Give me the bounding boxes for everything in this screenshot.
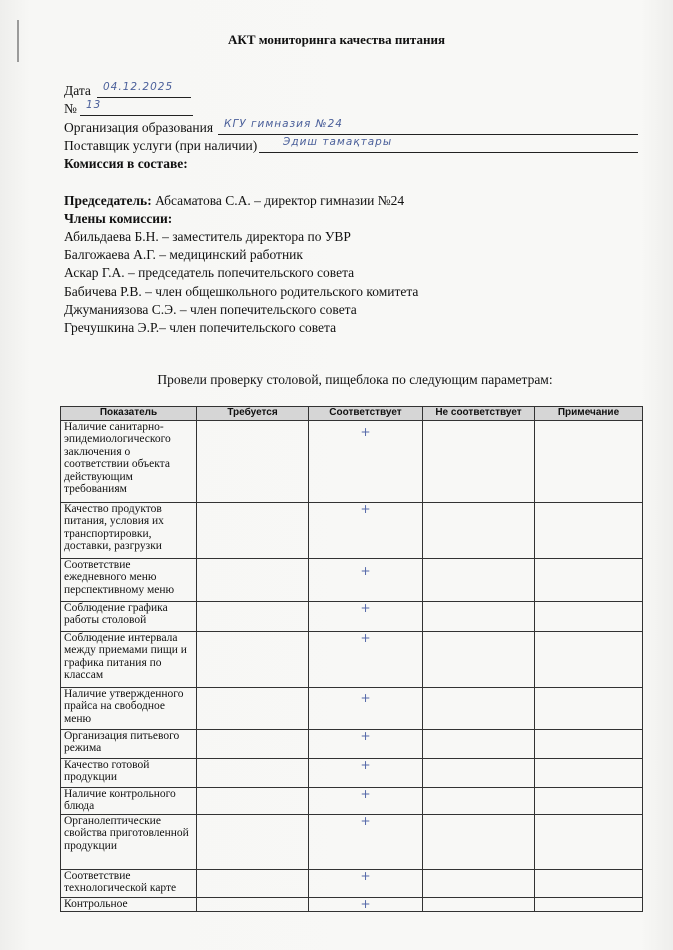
indicator-cell: Организация питьевого режима <box>61 729 197 758</box>
indicator-cell: Качество продуктов питания, условия их транспортировки, доставки, разгрузки <box>61 502 197 558</box>
table-row <box>61 601 643 631</box>
not-complies-cell <box>423 631 535 687</box>
number-value: 13 <box>86 99 102 111</box>
supplier-value: Эдиш тамақтары <box>283 136 393 148</box>
indicator-cell: Качество готовой продукции <box>61 758 197 787</box>
note-cell <box>535 897 643 912</box>
table-header-row <box>61 407 643 421</box>
not-complies-cell <box>423 758 535 787</box>
not-complies-cell <box>423 502 535 558</box>
note-cell <box>535 787 643 814</box>
note-cell <box>535 869 643 897</box>
indicator-cell: Соблюдение интервала между приемами пищи и графика питания по классам <box>61 631 197 687</box>
table-row <box>61 758 643 787</box>
required-cell <box>197 814 309 869</box>
required-cell <box>197 729 309 758</box>
note-cell <box>535 758 643 787</box>
complies-cell <box>309 502 423 558</box>
indicator-cell: Наличие контрольного блюда <box>61 787 197 814</box>
required-cell <box>197 631 309 687</box>
table-row <box>61 897 643 912</box>
indicator-cell: Соответствие технологической карте <box>61 869 197 897</box>
check-mark: + <box>360 786 371 801</box>
complies-cell <box>309 758 423 787</box>
indicator-cell: Соответствие ежедневного меню перспективному меню <box>61 558 197 601</box>
table-row <box>61 869 643 897</box>
members-label: Члены комиссии: <box>64 211 173 226</box>
table-row <box>61 687 643 729</box>
indicator-cell: Наличие санитарно-эпидемиологического заключения о соответствии объекта действующим требованиям <box>61 420 197 502</box>
check-mark: + <box>360 728 371 743</box>
complies-cell <box>309 814 423 869</box>
check-mark: + <box>360 563 371 578</box>
indicator-cell: Наличие утвержденного прайса на свободное меню <box>61 687 197 729</box>
required-cell <box>197 787 309 814</box>
check-mark: + <box>360 690 371 705</box>
inspection-table <box>60 406 643 912</box>
supplier-line <box>64 137 257 154</box>
required-cell <box>197 897 309 912</box>
chair-label: Председатель: <box>64 193 152 208</box>
chair-line <box>64 192 404 209</box>
member-5: Джуманиязова С.Э. – член попечительского совета <box>64 302 357 317</box>
member-4: Бабичева Р.В. – член общешкольного родительского комитета <box>64 284 419 299</box>
supplier-underline <box>259 138 638 153</box>
complies-cell <box>309 601 423 631</box>
check-mark: + <box>360 757 371 772</box>
note-cell <box>535 729 643 758</box>
complies-cell <box>309 869 423 897</box>
table-row <box>61 814 643 869</box>
chair-value: Абсаматова С.А. – директор гимназии №24 <box>155 193 405 208</box>
not-complies-cell <box>423 729 535 758</box>
required-cell <box>197 420 309 502</box>
date-line <box>64 82 91 99</box>
date-label: Дата <box>64 83 91 98</box>
not-complies-cell <box>423 787 535 814</box>
not-complies-cell <box>423 420 535 502</box>
date-value: 04.12.2025 <box>103 81 174 93</box>
member-1: Абильдаева Б.Н. – заместитель директора по УВР <box>64 229 351 244</box>
note-cell <box>535 631 643 687</box>
required-cell <box>197 758 309 787</box>
date-underline <box>97 83 191 98</box>
number-underline <box>80 101 193 116</box>
document-title: АКТ мониторинга качества питания <box>228 32 445 47</box>
check-mark: + <box>360 424 371 439</box>
org-label: Организация образования <box>64 120 214 135</box>
not-complies-cell <box>423 869 535 897</box>
table-row <box>61 787 643 814</box>
note-cell <box>535 502 643 558</box>
table-row <box>61 558 643 601</box>
check-mark: + <box>360 896 371 911</box>
member-6: Гречушкина Э.Р.– член попечительского совета <box>64 320 337 335</box>
supplier-label: Поставщик услуги (при наличии) <box>64 138 258 153</box>
indicator-cell: Органолептические свойства приготовленной продукции <box>61 814 197 869</box>
check-mark: + <box>360 600 371 615</box>
not-complies-cell <box>423 601 535 631</box>
member-3: Аскар Г.А. – председатель попечительского совета <box>64 265 355 280</box>
table-row <box>61 502 643 558</box>
indicator-cell: Соблюдение графика работы столовой <box>61 601 197 631</box>
not-complies-cell <box>423 897 535 912</box>
complies-cell <box>309 897 423 912</box>
complies-cell <box>309 631 423 687</box>
note-cell <box>535 558 643 601</box>
org-underline <box>218 120 638 135</box>
header-note: Примечание <box>535 407 643 421</box>
complies-cell <box>309 729 423 758</box>
commission-label: Комиссия в составе: <box>64 156 188 171</box>
check-mark: + <box>360 868 371 883</box>
not-complies-cell <box>423 558 535 601</box>
number-line <box>64 100 77 117</box>
complies-cell <box>309 420 423 502</box>
check-mark: + <box>360 630 371 645</box>
complies-cell <box>309 687 423 729</box>
inspection-intro: Провели проверку столовой, пищеблока по следующим параметрам: <box>157 372 553 387</box>
org-line <box>64 119 213 136</box>
not-complies-cell <box>423 687 535 729</box>
note-cell <box>535 420 643 502</box>
check-mark: + <box>360 813 371 828</box>
check-mark: + <box>360 501 371 516</box>
required-cell <box>197 558 309 601</box>
required-cell <box>197 869 309 897</box>
table-row <box>61 420 643 502</box>
header-required: Требуется <box>197 407 309 421</box>
member-2: Балгожаева А.Г. – медицинский работник <box>64 247 303 262</box>
table-row <box>61 729 643 758</box>
table-row <box>61 631 643 687</box>
header-not-complies: Не соответствует <box>423 407 535 421</box>
complies-cell <box>309 787 423 814</box>
required-cell <box>197 687 309 729</box>
note-cell <box>535 687 643 729</box>
number-label: № <box>64 101 77 116</box>
header-complies: Соответствует <box>309 407 423 421</box>
org-value: КГУ гимназия №24 <box>224 118 343 130</box>
not-complies-cell <box>423 814 535 869</box>
header-indicator: Показатель <box>61 407 197 421</box>
required-cell <box>197 502 309 558</box>
note-cell <box>535 601 643 631</box>
indicator-cell: Контрольное <box>61 897 197 912</box>
complies-cell <box>309 558 423 601</box>
note-cell <box>535 814 643 869</box>
required-cell <box>197 601 309 631</box>
